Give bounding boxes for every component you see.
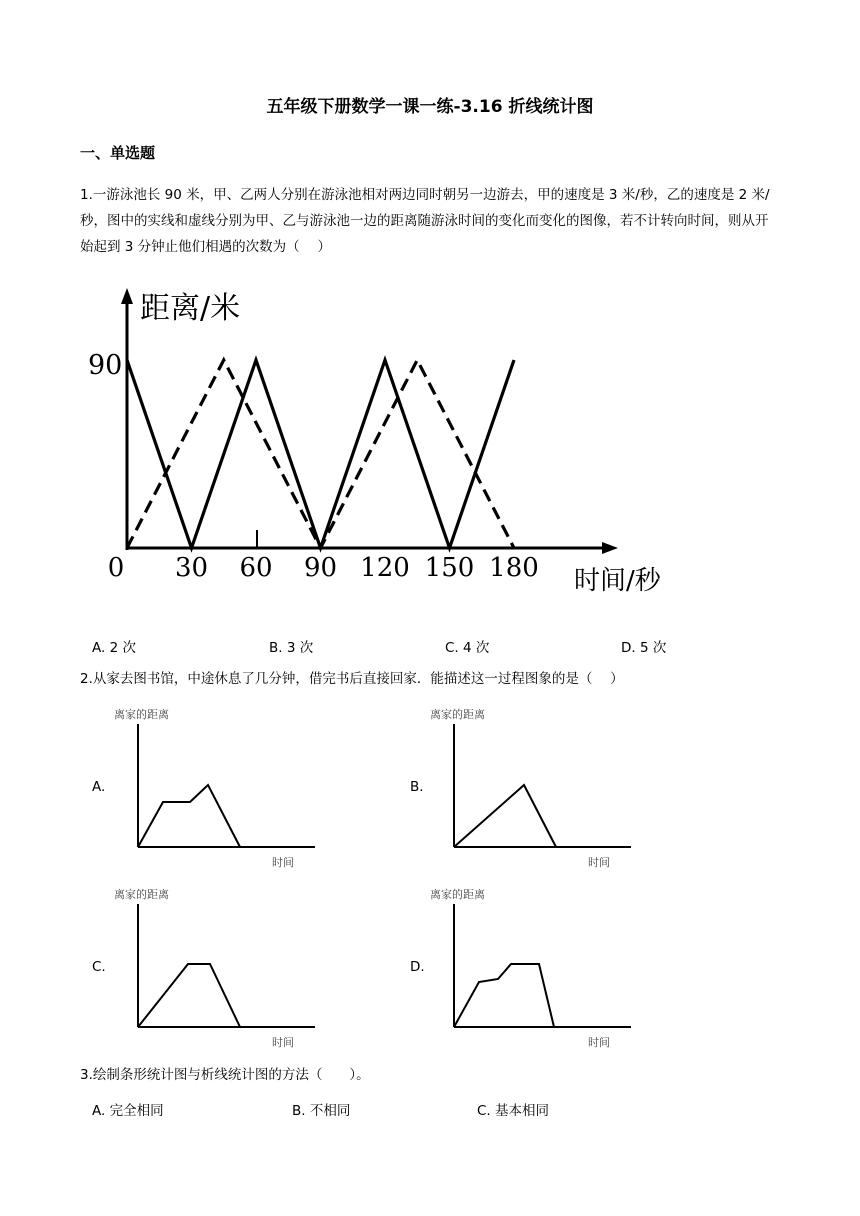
q1-option-a[interactable]: A. 2 次	[92, 640, 136, 656]
q1-option-d[interactable]: D. 5 次	[621, 640, 667, 656]
graph-d-line	[454, 964, 554, 1027]
q1-option-b[interactable]: B. 3 次	[269, 640, 314, 656]
dashed-line-yi	[127, 360, 514, 548]
q3-option-c[interactable]: C. 基本相同	[477, 1103, 550, 1119]
graph-c-xlabel: 时间	[272, 1036, 294, 1049]
x-tick-label: 30	[174, 553, 209, 583]
y-tick-label: 90	[88, 350, 123, 381]
solid-line-jia	[127, 360, 514, 548]
q2-graph-b	[426, 702, 646, 874]
graph-d-xlabel: 时间	[588, 1036, 610, 1049]
graph-a-line	[138, 785, 240, 847]
y-axis-label: 距离/米	[140, 291, 241, 326]
q2-option-a-label[interactable]: A.	[92, 779, 106, 795]
x-axis-label: 时间/秒	[574, 566, 661, 596]
graph-b-line	[454, 785, 556, 847]
q3-option-b[interactable]: B. 不相同	[292, 1103, 351, 1119]
question-1-chart	[80, 282, 720, 612]
q2-graph-c	[110, 882, 330, 1054]
y-axis-arrow-icon	[121, 288, 133, 304]
q3-option-a[interactable]: A. 完全相同	[92, 1103, 164, 1119]
x-tick-label: 60	[239, 553, 273, 583]
question-2-text: 2.从家去图书馆，中途休息了几分钟，借完书后直接回家．能描述这一过程图象的是（ ）	[80, 671, 624, 687]
graph-b-ylabel: 离家的距离	[430, 708, 485, 721]
x-axis-arrow-icon	[602, 542, 618, 554]
graph-c-line	[138, 964, 240, 1027]
page-title: 五年级下册数学一课一练-3.16 折线统计图	[266, 97, 594, 117]
graph-a-ylabel: 离家的距离	[114, 708, 169, 721]
graph-d-ylabel: 离家的距离	[430, 888, 485, 901]
q2-option-c-label[interactable]: C.	[92, 959, 106, 975]
graph-c-ylabel: 离家的距离	[114, 888, 169, 901]
q2-option-d-label[interactable]: D.	[410, 959, 425, 975]
graph-b-xlabel: 时间	[588, 856, 610, 869]
graph-a-xlabel: 时间	[272, 856, 294, 869]
q1-option-c[interactable]: C. 4 次	[445, 640, 490, 656]
question-1-text: 1.一游泳池长 90 米，甲、乙两人分别在游泳池相对两边同时朝另一边游去，甲的速度是 3 米/秒，乙的速度是 2 米/秒，图中的实线和虚线分别为甲、乙与游泳池一边的距离随游泳时间的变化而变化的图像，若不计转向时间，则从开始起到 3 分钟止他们相遇的次数为（ ）	[80, 187, 770, 255]
question-3-text: 3.绘制条形统计图与析线统计图的方法（ ）。	[80, 1067, 370, 1083]
q2-option-b-label[interactable]: B.	[410, 779, 424, 795]
q2-graph-d	[426, 882, 646, 1054]
x-tick-label: 0	[107, 553, 125, 583]
x-tick-label: 90	[303, 553, 338, 583]
q2-graph-a	[110, 702, 330, 874]
section-heading: 一、单选题	[80, 144, 156, 162]
x-tick-label: 180	[489, 553, 539, 583]
x-tick-label: 150	[424, 553, 475, 583]
x-tick-label: 120	[360, 553, 410, 583]
